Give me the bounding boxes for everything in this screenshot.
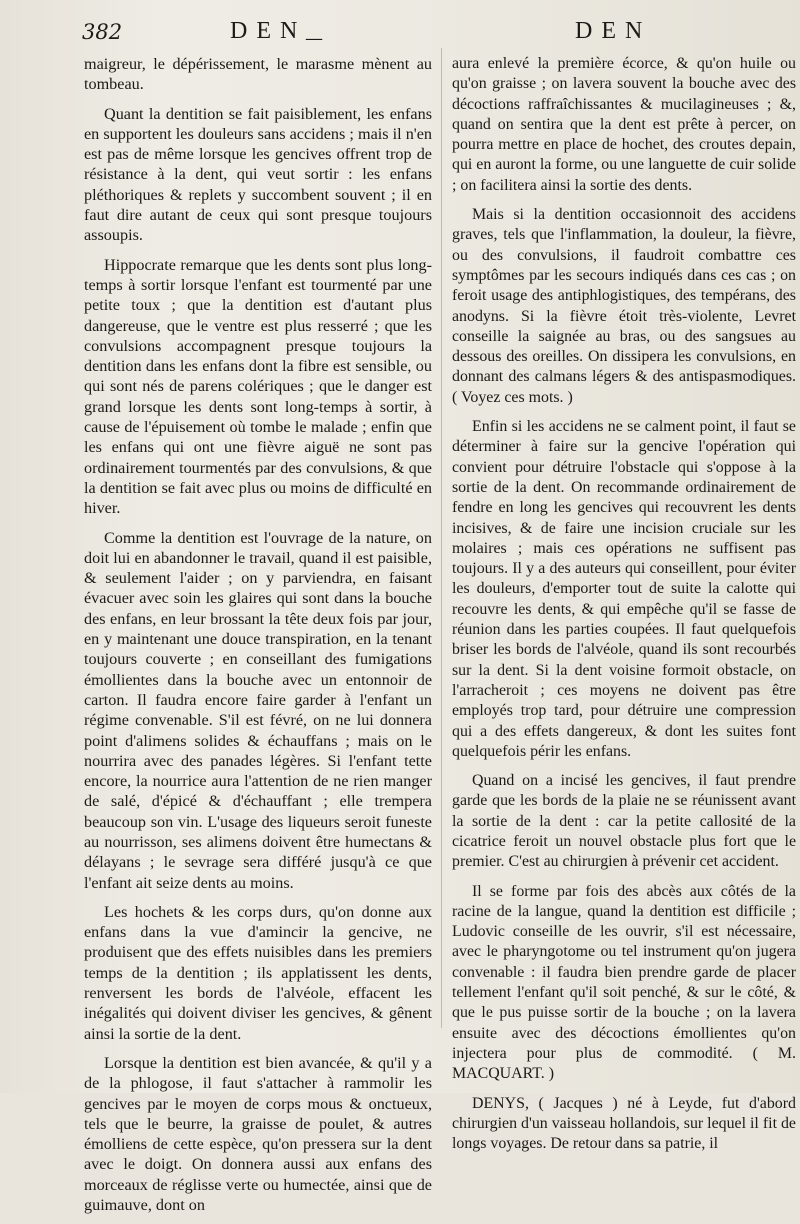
page-number: 382 — [82, 20, 123, 44]
paragraph: Mais si la dentition occasionnoit des accidens graves, tels que l'inflammation, la douleur, la fièvre, ou des convulsions, il faudroit combattre ces symptômes par les secours indiqués dans ces cas ; on feroit usage des antiphlogistiques, des tempérans, des anodyns. Si la fièvre étoit très-violente, Levret conseille la saignée au bras, ou des sangsues au dessous des oreilles. On dissipera les convulsions, en donnant des calmans légers & des antispasmodiques. ( Voyez ces mots. ) — [452, 206, 796, 406]
paragraph: Comme la dentition est l'ouvrage de la nature, on doit lui en abandonner le travail, quand il est paisible, & seulement l'aider ; on y parviendra, en faisant évacuer avec soin les glaires qui sont dans la bouche des enfans, en leur brossant la tête deux fois par jour, en y maintenant une douce transpiration, en la tenant toujours couverte ; en conseillant des fumigations émollientes dans la bouche avec un entonnoir de carton. Il faudra encore faire garder à l'enfant un régime convenable. S'il est févré, on ne lui donnera point d'alimens solides & échauffans ; mais on le nourrira avec des panades légères. Si l'enfant tette encore, la nourrice aura l'attention de ne rien manger de salé, d'épicé & d'échauffant ; elle trempera beaucoup son vin. L'usage des liqueurs seroit funeste au nourrisson, ses alimens doivent être humectans & délayans ; le sevrage sera différé jusqu'à ce que l'enfant ait seize dents au moins. — [84, 528, 432, 892]
paragraph: Les hochets & les corps durs, qu'on donne aux enfans dans la vue d'amincir la gencive, ne produisent que des effets nuisibles dans les premiers temps de la dentition ; ils applatissent les dents, renversent les bords de l'alvéole, effacent les inégalités qui doivent diviser les gencives, & gênent ainsi la sortie de la dent. — [84, 902, 432, 1043]
paragraph: Quant la dentition se fait paisiblement, les enfans en supportent les douleurs sans accidens ; mais il n'en est pas de même lorsque les gencives offrent trop de résistance à la dent, qui veut sortir : les enfans pléthoriques & replets y succombent souvent ; il en faut dire autant de ceux qui sont presque toujours assoupis. — [84, 104, 432, 245]
page-header — [0, 14, 800, 54]
running-head-left: DEN — [230, 18, 307, 44]
paragraph: Quand on a incisé les gencives, il faut prendre garde que les bords de la plaie ne se réunissent avant la sortie de la dent : car la petite callosité de la cicatrice feroit un nouvel obstacle plus fort que le premier. C'est au chirurgien à prévenir cet accident. — [452, 772, 796, 871]
header-dash: — — [305, 28, 323, 49]
paragraph: Enfin si les accidens ne se calment point, il faut se déterminer à faire sur la gencive l'opération qui convient pour détruire l'obstacle qui s'oppose à la sortie de la dent. On recommande ordinairement de fendre en long les gencives qui recouvrent les dents incisives, & de faire une incision cruciale sur les molaires ; mais ces opérations ne suffisent pas toujours. Il y a des auteurs qui conseillent, pour éviter les douleurs, d'emporter tout de suite la calotte qui recouvre les dents, & qui empêche qu'il se fasse de réunion dans les parties coupées. Il faut quelquefois briser les bords de l'alvéole, quand ils sont recourbés sur la dent. Si la dent voisine formoit obstacle, on l'arracheroit ; ces moyens ne doivent pas être employés trop tard, pour détruire une compression qui a des effets dangereux, & dont les suites font quelquefois périr les enfans. — [452, 418, 796, 760]
running-head-right: DEN — [575, 18, 652, 44]
paragraph: Hippocrate remarque que les dents sont plus long-temps à sortir lorsque l'enfant est tourmenté par une petite toux ; que la dentition est d'autant plus dangereuse, que le ventre est plus resserré ; que les convulsions accompagnent presque toujours la dentition dans les enfans dont la fibre est sensible, ou qui sont nés de parens colériques ; que le danger est grand lorsque les dents sont long-temps à sortir, à cause de l'épuisement où tombe le malade ; enfin que les enfans qui ont une fièvre aiguë ne sont pas ordinairement tourmentés par des convulsions, & que la dentition se fait avec plus ou moins de difficulté en hiver. — [84, 255, 432, 518]
left-column — [84, 54, 432, 1224]
paragraph: Lorsque la dentition est bien avancée, & qu'il y a de la phlogose, il faut s'attacher à rammolir les gencives par le moyen de corps mous & onctueux, tels que le beurre, la graisse de poulet, & autres émolliens de cette espèce, qu'on pressera sur la dent avec le doigt. On donnera aussi aux enfans des morceaux de réglisse verte ou humectée, ainsi que de guimauve, dont on — [84, 1053, 432, 1215]
paragraph: aura enlevé la première écorce, & qu'on huile ou qu'on graisse ; on lavera souvent la bouche avec des décoctions raffraîchissantes & mucilagineuses ; &, quand on sentira que la dent est prête à percer, on pourra mettre en place de hochet, des croutes depain, qui en auront la forme, ou une languette de cuir solide ; on facilitera ainsi la sortie des dents. — [452, 55, 796, 194]
column-divider — [441, 48, 442, 1028]
right-column — [452, 54, 796, 1163]
paragraph: DENYS, ( Jacques ) né à Leyde, fut d'abord chirurgien d'un vaisseau hollandois, sur lequel il fit de longs voyages. De retour dans sa patrie, il — [452, 1094, 796, 1153]
paragraph: maigreur, le dépérissement, le marasme mènent au tombeau. — [84, 55, 432, 94]
paragraph: Il se forme par fois des abcès aux côtés de la racine de la langue, quand la dentition est difficile ; Ludovic conseille de les ouvrir, s'il est nécessaire, avec le pharyngotome ou tel instrument qu'on jugera convenable : il faudra bien prendre garde de placer tellement l'enfant qu'il soit penché, & sur le côté, & que le pus puisse sortir de la bouche ; on la lavera ensuite avec des décoctions émollientes qu'on injectera pour plus de commodité. ( M. MACQUART. ) — [452, 882, 796, 1083]
